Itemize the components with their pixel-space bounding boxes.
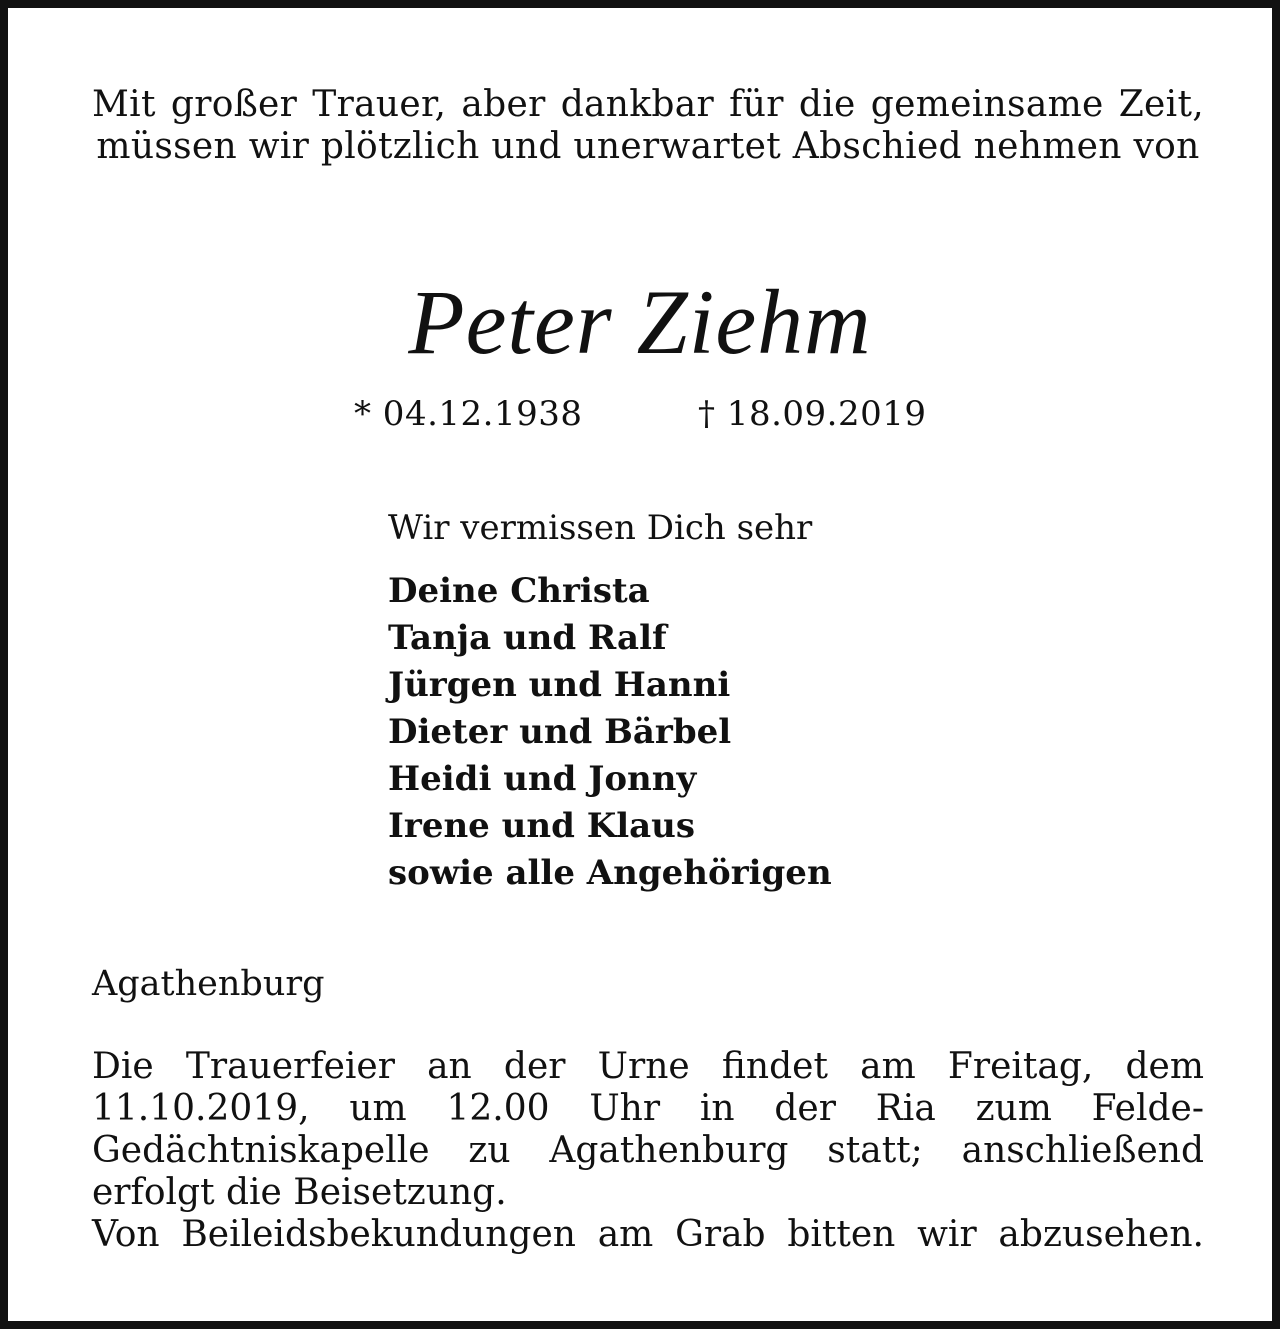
place-name: Agathenburg	[92, 964, 325, 1004]
family-member: Irene und Klaus	[388, 806, 696, 846]
deceased-name: Peter Ziehm	[408, 271, 872, 373]
ceremony-text: Die Trauerfeier an der Urne findet am Freitag, dem 11.10.2019, um 12.00 Uhr in der Ria zum Felde-Gedächtniskapelle zu Agathenburg statt; anschließend erfolgt die Beisetzung.	[92, 1046, 1204, 1213]
closing-text: Von Beileidsbekundungen am Grab bitten wir abzusehen.	[92, 1214, 1204, 1255]
family-list	[388, 568, 832, 897]
family-member: Deine Christa	[388, 571, 650, 611]
ceremony-block	[92, 1046, 1204, 1256]
missing-line: Wir vermissen Dich sehr	[388, 508, 813, 548]
death-date: † 18.09.2019	[698, 394, 927, 434]
family-member: Jürgen und Hanni	[388, 665, 731, 705]
family-member: Heidi und Jonny	[388, 759, 697, 799]
family-member: Tanja und Ralf	[388, 618, 667, 658]
intro-text: Mit großer Trauer, aber dankbar für die gemeinsame Zeit, müssen wir plötzlich und unerwartet Abschied nehmen von	[92, 84, 1204, 167]
birth-date: * 04.12.1938	[354, 394, 583, 434]
family-member: Dieter und Bärbel	[388, 712, 732, 752]
family-member: sowie alle Angehörigen	[388, 853, 832, 893]
